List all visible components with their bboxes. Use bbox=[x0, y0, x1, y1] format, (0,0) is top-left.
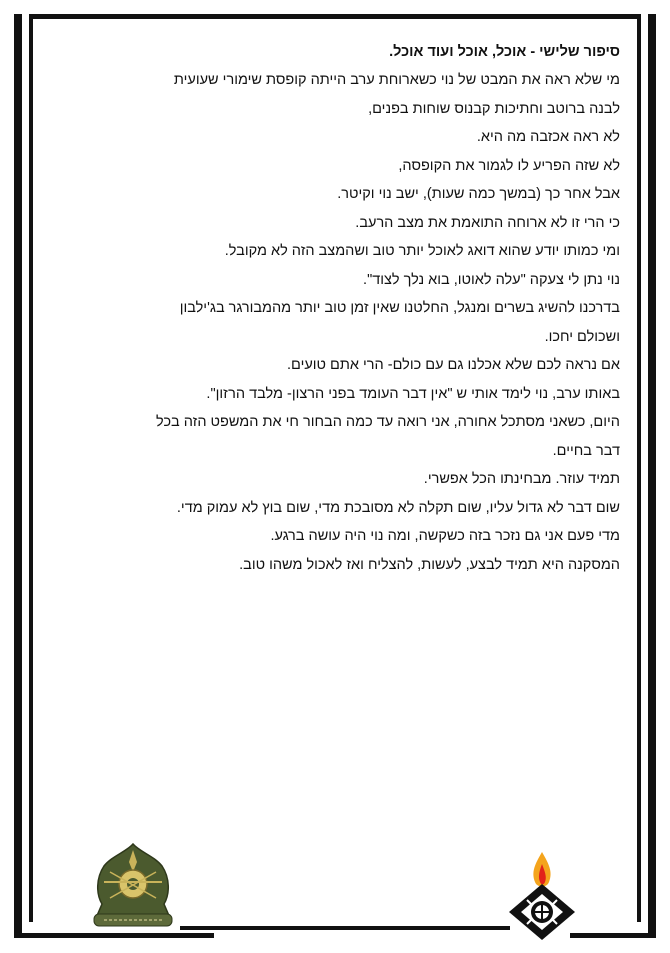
story-line: לא ראה אכזבה מה היא. bbox=[476, 129, 620, 145]
frame-left-inner-border bbox=[29, 14, 33, 922]
story-line: תמיד עוזר. מבחינתו הכל אפשרי. bbox=[423, 471, 620, 487]
story-line: נוי נתן לי צעקה "עלה לאוטו, בוא נלך לצוד". bbox=[363, 271, 620, 288]
army-corps-emblem-icon bbox=[90, 842, 176, 932]
story-line: באותו ערב, נוי לימד אותי ש "אין דבר העומד בפני הרצון- מלבד הרזון". bbox=[206, 385, 620, 402]
story-line: אבל אחר כך (במשך כמה שעות), ישב נוי וקיטר. bbox=[337, 186, 620, 202]
frame-bottom-left-border bbox=[14, 933, 214, 938]
story-line: לבנה ברוטב וחתיכות קבנוס שוחות בפנים, bbox=[368, 100, 620, 117]
frame-bottom-right-border bbox=[570, 933, 656, 938]
frame-bottom-mid-border bbox=[180, 926, 510, 930]
story-line: שום דבר לא גדול עליו, שום תקלה לא מסובכת מדי, שום בוץ לא עמוק מדי. bbox=[176, 499, 620, 516]
story-title: סיפור שלישי - אוכל, אוכל ועוד אוכל. bbox=[389, 44, 620, 60]
frame-left-border bbox=[14, 14, 22, 938]
story-line: המסקנה היא תמיד לבצע, לעשות, להצליח ואז לאכול משהו טוב. bbox=[239, 556, 620, 573]
story-line: ושכולם יחכו. bbox=[544, 328, 620, 345]
story-line: ומי כמותו יודע שהוא דואג לאוכל יותר טוב ושהמצב הזה לא מקובל. bbox=[224, 243, 620, 259]
story-line: היום, כשאני מסתכל אחורה, אני רואה עד כמה הבחור חי את המשפט הזה בכל bbox=[156, 414, 620, 430]
story-line: אם נראה לכם שלא אכלנו גם עם כולם- הרי אתם טועים. bbox=[287, 357, 620, 373]
story-body bbox=[50, 38, 620, 579]
story-line: לא שזה הפריע לו לגמור את הקופסה, bbox=[398, 157, 620, 174]
story-line: בדרכנו להשיג בשרים ומנגל, החלטנו שאין זמן טוב יותר מהמבורגר בג'ילבון bbox=[179, 300, 620, 316]
story-line: דבר בחיים. bbox=[552, 442, 620, 459]
frame-right-border bbox=[648, 14, 656, 938]
frame-right-inner-border bbox=[637, 14, 641, 922]
frame-top-border bbox=[29, 14, 641, 19]
story-line: כי הרי זו לא ארוחה התואמת את מצב הרעב. bbox=[355, 214, 620, 231]
story-line: מדי פעם אני גם נזכר בזה כשקשה, ומה נוי היה עושה ברגע. bbox=[270, 528, 620, 544]
memorial-flame-emblem-icon bbox=[505, 850, 580, 942]
story-line: מי שלא ראה את המבט של נוי כשארוחת ערב הייתה קופסת שימורי שעועית bbox=[173, 72, 620, 88]
